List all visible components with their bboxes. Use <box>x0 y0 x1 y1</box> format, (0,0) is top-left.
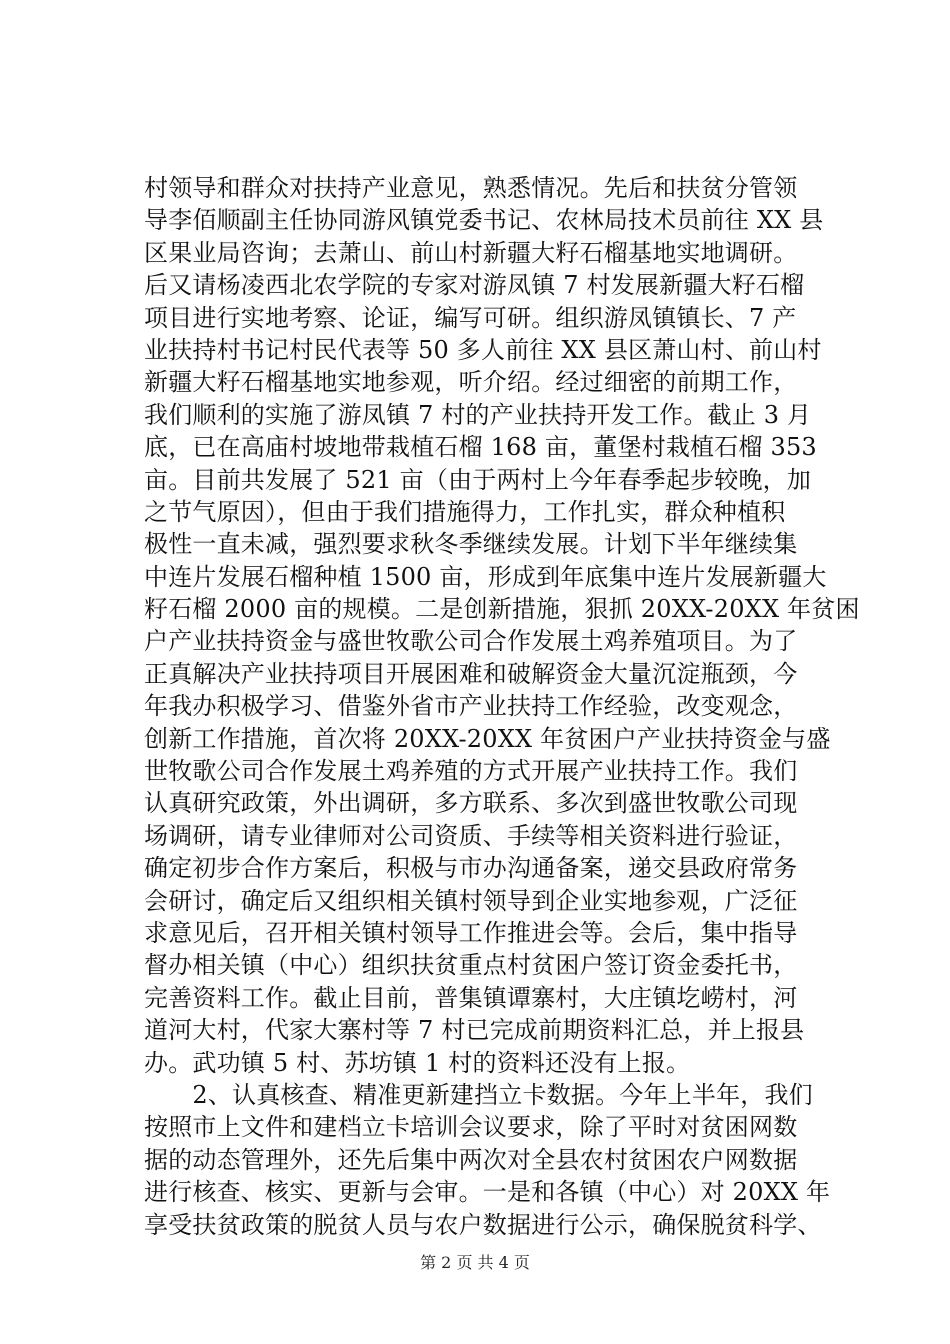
text-line: 享受扶贫政策的脱贫人员与农户数据进行公示，确保脱贫科学、 <box>144 1210 822 1239</box>
text-line: 求意见后，召开相关镇村领导工作推进会等。会后，集中指导 <box>144 918 798 947</box>
text-line: 正真解决产业扶持项目开展困难和破解资金大量沉淀瓶颈，今 <box>144 659 798 688</box>
text-line: 后又请杨凌西北农学院的专家对游凤镇 7 村发展新疆大籽石榴 <box>144 271 805 300</box>
text-line: 业扶持村书记村民代表等 50 多人前往 XX 县区萧山村、前山村 <box>144 335 822 364</box>
text-line: 新疆大籽石榴基地实地参观，听介绍。经过细密的前期工作， <box>144 368 798 397</box>
text-line: 底，已在高庙村坡地带栽植石榴 168 亩，董堡村栽植石榴 353 <box>144 433 817 462</box>
text-line: 区果业局咨询；去萧山、前山村新疆大籽石榴基地实地调研。 <box>144 238 798 267</box>
text-line: 据的动态管理外，还先后集中两次对全县农村贫困农户网数据 <box>144 1145 798 1174</box>
text-line: 世牧歌公司合作发展土鸡养殖的方式开展产业扶持工作。我们 <box>144 757 798 786</box>
text-line: 认真研究政策，外出调研，多方联系、多次到盛世牧歌公司现 <box>144 789 798 818</box>
page-footer: 第 2 页 共 4 页 <box>420 1253 530 1272</box>
text-line: 我们顺利的实施了游凤镇 7 村的产业扶持开发工作。截止 3 月 <box>144 400 812 429</box>
text-line: 按照市上文件和建档立卡培训会议要求，除了平时对贫困网数 <box>144 1113 798 1142</box>
text-line: 极性一直未减，强烈要求秋冬季继续发展。计划下半年继续集 <box>144 530 798 559</box>
text-line: 会研讨，确定后又组织相关镇村领导到企业实地参观，广泛征 <box>144 886 798 915</box>
text-line: 办。武功镇 5 村、苏坊镇 1 村的资料还没有上报。 <box>144 1048 691 1077</box>
text-line: 户产业扶持资金与盛世牧歌公司合作发展土鸡养殖项目。为了 <box>144 627 798 656</box>
text-line: 中连片发展石榴种植 1500 亩，形成到年底集中连片发展新疆大 <box>144 562 827 591</box>
text-line: 进行核查、核实、更新与会审。一是和各镇（中心）对 20XX 年 <box>144 1178 831 1207</box>
text-line: 籽石榴 2000 亩的规模。二是创新措施，狠抓 20XX-20XX 年贫困 <box>144 595 860 624</box>
text-line: 确定初步合作方案后，积极与市办沟通备案，递交县政府常务 <box>144 854 798 883</box>
text-line: 创新工作措施，首次将 20XX-20XX 年贫困户产业扶持资金与盛 <box>144 724 831 753</box>
text-line: 场调研，请专业律师对公司资质、手续等相关资料进行验证， <box>144 821 798 850</box>
text-line: 项目进行实地考察、论证，编写可研。组织游凤镇镇长、7 产 <box>144 303 797 332</box>
text-line: 完善资料工作。截止目前，普集镇谭寨村，大庄镇圪崂村，河 <box>144 983 798 1012</box>
text-line: 之节气原因），但由于我们措施得力，工作扎实，群众种植积 <box>144 497 786 526</box>
body-text <box>144 172 860 1241</box>
text-line: 导李佰顺副主任协同游风镇党委书记、农林局技术员前往 XX 县 <box>144 206 824 235</box>
text-line: 督办相关镇（中心）组织扶贫重点村贫困户签订资金委托书， <box>144 951 798 980</box>
text-line: 年我办积极学习、借鉴外省市产业扶持工作经验，改变观念， <box>144 692 798 721</box>
text-line: 道河大村，代家大寨村等 7 村已完成前期资料汇总，并上报县 <box>144 1016 805 1045</box>
text-line: 村领导和群众对扶持产业意见，熟悉情况。先后和扶贫分管领 <box>144 174 798 202</box>
text-line: 2、认真核查、精准更新建挡立卡数据。今年上半年，我们 <box>144 1080 813 1109</box>
text-line: 亩。目前共发展了 521 亩（由于两村上今年春季起步较晚，加 <box>144 465 812 494</box>
